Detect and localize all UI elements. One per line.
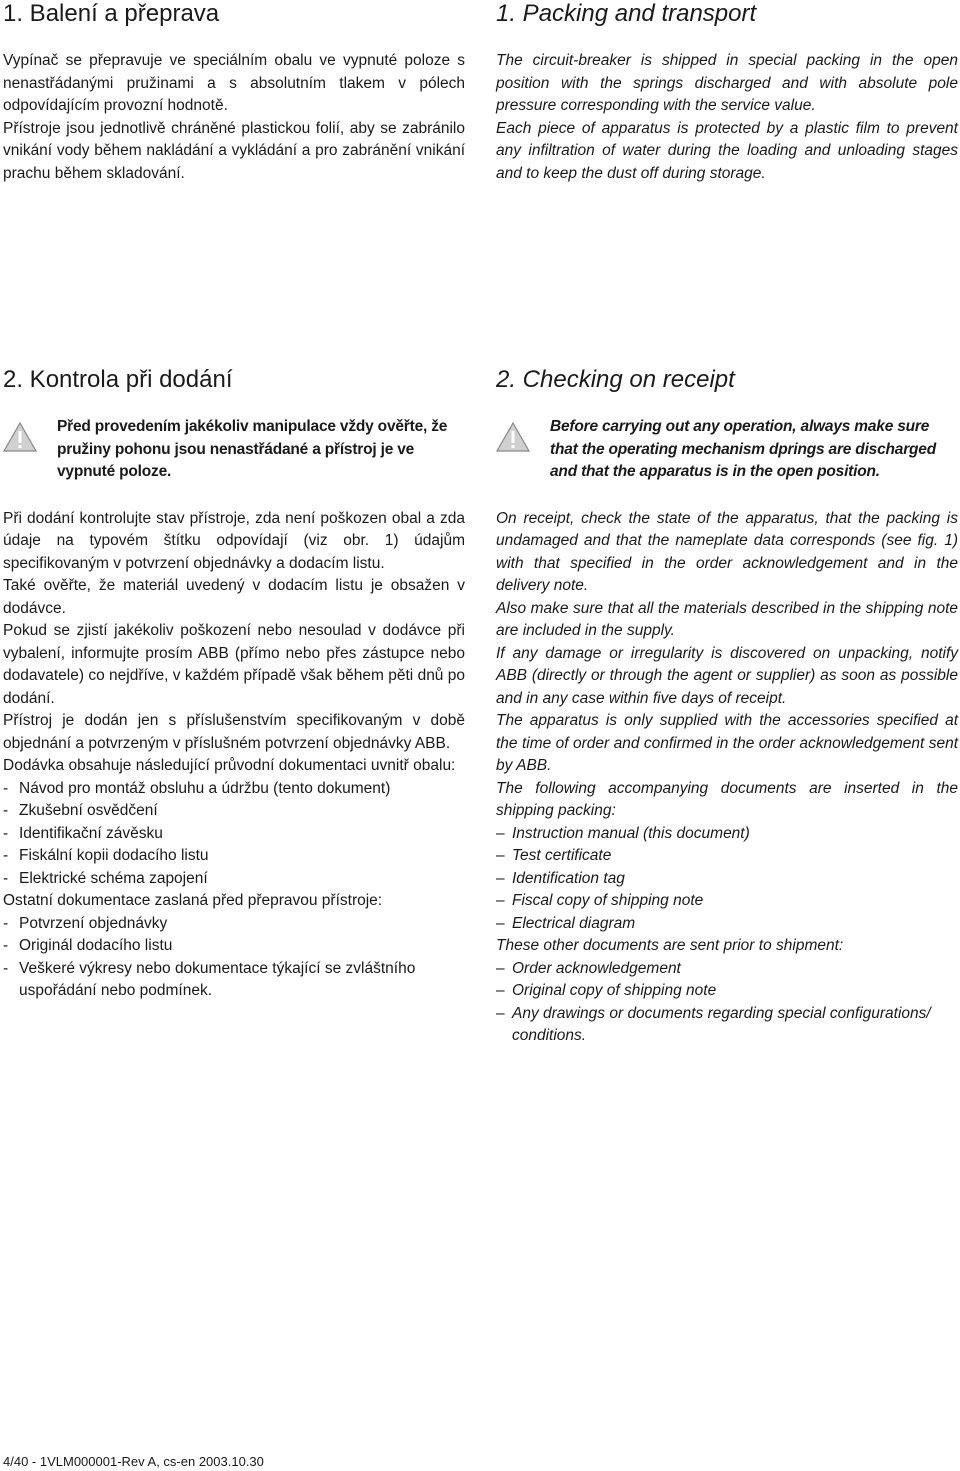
list-item: – Test certificate <box>496 847 612 864</box>
right-section-2-paragraph: The apparatus is only supplied with the accessories specified at the time of order and confirmed in the order acknowledgement sent by ABB. <box>496 712 958 774</box>
right-section-packing <box>496 0 958 185</box>
left-documents-list <box>3 778 465 891</box>
warning-triangle-icon <box>496 422 530 452</box>
right-list-2-intro: These other documents are sent prior to shipment: <box>496 937 844 954</box>
right-section-2-title: 2. Checking on receipt <box>496 366 735 393</box>
list-item: - Elektrické schéma zapojení <box>3 869 208 887</box>
list-item: – Identification tag <box>496 869 625 887</box>
left-section-2-paragraph: Pokud se zjistí jakékoliv poškození nebo nesoulad v dodávce při vybalení, informujte prosím ABB (přímo nebo přes zástupce nebo dodavatele) co nejdříve, v každém případě však během pěti dnů po dodání. <box>3 622 465 707</box>
list-item: - Originál dodacího listu <box>3 937 173 954</box>
right-warning-text: Before carrying out any operation, always make sure that the operating mechanism dprings are discharged and that the apparatus is in the open position. <box>550 418 936 480</box>
left-list-2-intro: Ostatní dokumentace zaslaná před přepravou přístroje: <box>3 892 383 909</box>
list-item: - Identifikační závěsku <box>3 824 163 842</box>
right-section-2-paragraph: Also make sure that all the materials described in the shipping note are included in the supply. <box>496 599 958 639</box>
list-item: – Original copy of shipping note <box>496 982 717 999</box>
page-footer: 4/40 - 1VLM000001-Rev A, cs-en 2003.10.30 <box>3 1454 264 1469</box>
right-section-1-paragraph: Each piece of apparatus is protected by a plastic film to prevent any infiltration of water during the loading and unloading stages and to keep the dust off during storage. <box>496 119 958 182</box>
list-item: – Electrical diagram <box>496 914 636 932</box>
left-section-1-paragraph: Vypínač se přepravuje ve speciálním obalu ve vypnuté poloze s nenastřádanými pružinami a s absolutním tlakem v pólech odpovídajícím provozní hodnotě. <box>3 52 465 114</box>
left-section-2-paragraph: Dodávka obsahuje následující průvodní dokumentaci uvnitř obalu: <box>3 757 456 774</box>
list-item: – Any drawings or documents regarding special configurations/ conditions. <box>496 1004 931 1044</box>
right-section-1-title: 1. Packing and transport <box>496 0 757 27</box>
right-warning-block <box>496 416 958 484</box>
right-prior-documents-list <box>496 958 958 1048</box>
left-warning-text: Před provedením jakékoliv manipulace vždy ověřte, že pružiny pohonu jsou nenastřádané a přístroj je ve vypnuté poloze. <box>57 418 448 480</box>
left-section-2-paragraph: Při dodání kontrolujte stav přístroje, zda není poškozen obal a zda údaje na typovém štítku odpovídají (viz obr. 1) údajům specifikovaným v potvrzení objednávky a dodacím listu. <box>3 509 465 572</box>
right-section-2-paragraph: The following accompanying documents are inserted in the shipping packing: <box>496 779 958 819</box>
list-item: - Fiskální kopii dodacího listu <box>3 847 209 864</box>
list-item: - Potvrzení objednávky <box>3 914 168 932</box>
list-item: – Fiscal copy of shipping note <box>496 892 704 909</box>
list-item: – Instruction manual (this document) <box>496 824 750 842</box>
list-item: – Order acknowledgement <box>496 959 681 977</box>
left-section-1-title: 1. Balení a přeprava <box>3 0 220 27</box>
left-prior-documents-list <box>3 913 465 1003</box>
left-section-checking <box>3 366 465 1003</box>
warning-triangle-icon <box>3 422 37 452</box>
right-documents-list <box>496 823 958 936</box>
left-section-1-paragraph: Přístroje jsou jednotlivě chráněné plastickou folií, aby se zabránilo vnikání vody během nakládání a vykládání a pro zabránění vnikání prachu během skladování. <box>3 119 465 182</box>
left-section-2-paragraph: Přístroj je dodán jen s příslušenstvím specifikovaným v době objednání a potvrzeným v příslušném potvrzení objednávky ABB. <box>3 712 465 752</box>
list-item: - Veškeré výkresy nebo dokumentace týkající se zvláštního uspořádání nebo podmínek. <box>3 959 416 999</box>
left-section-packing <box>3 0 465 185</box>
left-section-2-title: 2. Kontrola při dodání <box>3 366 233 393</box>
list-item: - Návod pro montáž obsluhu a údržbu (tento dokument) <box>3 779 391 797</box>
right-section-1-paragraph: The circuit-breaker is shipped in special packing in the open position with the springs discharged and with absolute pole pressure corresponding with the service value. <box>496 52 958 114</box>
left-warning-block <box>3 416 465 484</box>
right-section-2-paragraph: If any damage or irregularity is discovered on unpacking, notify ABB (directly or through the agent or supplier) as soon as possible and in any case within five days of receipt. <box>496 644 958 707</box>
list-item: - Zkušební osvědčení <box>3 802 158 819</box>
left-section-2-paragraph: Také ověřte, že materiál uvedený v dodacím listu je obsažen v dodávce. <box>3 577 465 617</box>
right-section-checking <box>496 366 958 1048</box>
right-section-2-paragraph: On receipt, check the state of the apparatus, that the packing is undamaged and that the nameplate data corresponds (see fig. 1) with that specified in the order acknowledgement and in the delivery note. <box>496 509 958 594</box>
